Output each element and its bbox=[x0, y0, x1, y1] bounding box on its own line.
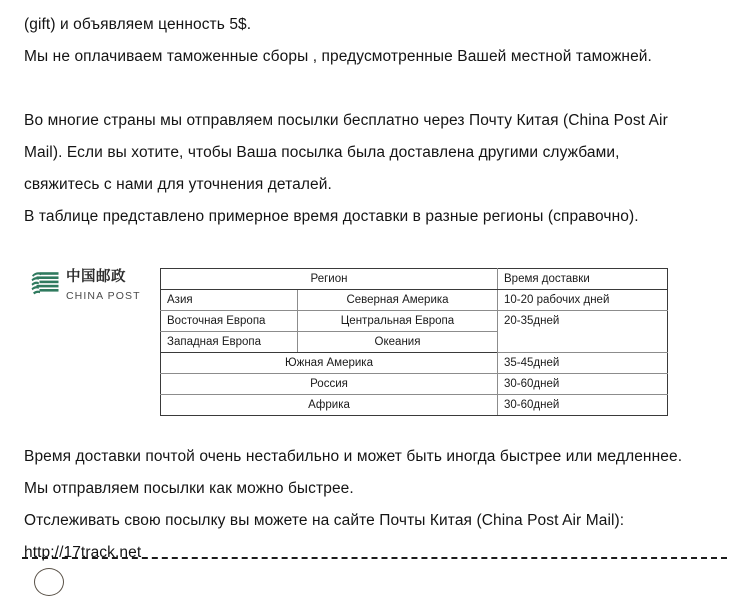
cell-delivery-time: 20-35дней bbox=[498, 311, 668, 353]
cell-delivery-time: 30-60дней bbox=[498, 374, 668, 395]
table-row bbox=[161, 311, 668, 332]
cell-delivery-time: 30-60дней bbox=[498, 395, 668, 416]
table-row bbox=[161, 290, 668, 311]
cell-region-a: Восточная Европа bbox=[161, 311, 298, 332]
china-post-logo bbox=[30, 268, 152, 302]
paragraph-free-shipping: Во многие страны мы отправляем посылки бесплатно через Почту Китая (China Post Air Mail). Если вы хотите, чтобы Ваша посылка была доставлена другими службами, свяжитесь с нами для уточнения деталей. bbox=[24, 111, 668, 193]
paragraph-delivery-variability: Время доставки почтой очень нестабильно и может быть иногда быстрее или медленнее. Мы отправляем посылки как можно быстрее. bbox=[24, 447, 683, 497]
paragraph-customs-fees: Мы не оплачиваем таможенные сборы , предусмотренные Вашей местной таможней. bbox=[24, 47, 652, 65]
cell-region-a: Азия bbox=[161, 290, 298, 311]
paragraph-gift-value: (gift) и объявляем ценность 5$. bbox=[24, 15, 252, 33]
paragraph-tracking-info: Отслеживать свою посылку вы можете на сайте Почты Китая (China Post Air Mail): http://17track.net bbox=[24, 511, 625, 561]
china-post-wordmark bbox=[66, 268, 152, 304]
cell-region-b: Океания bbox=[298, 332, 498, 353]
china-post-english-name: CHINA POST bbox=[66, 290, 141, 302]
section-divider bbox=[22, 557, 727, 559]
cell-delivery-time: 10-20 рабочих дней bbox=[498, 290, 668, 311]
cell-region-a: Западная Европа bbox=[161, 332, 298, 353]
table-header-region: Регион bbox=[161, 269, 498, 290]
cell-region-merged: Россия bbox=[161, 374, 498, 395]
table-row bbox=[161, 374, 668, 395]
table-header-row bbox=[161, 269, 668, 290]
cell-region-b: Центральная Европа bbox=[298, 311, 498, 332]
cell-region-merged: Африка bbox=[161, 395, 498, 416]
table-row bbox=[161, 395, 668, 416]
cell-delivery-time: 35-45дней bbox=[498, 353, 668, 374]
china-post-mark-icon bbox=[30, 270, 62, 296]
table-row bbox=[161, 353, 668, 374]
delivery-time-table bbox=[160, 268, 668, 416]
china-post-chinese-name: 中国邮政 bbox=[66, 269, 126, 285]
paragraph-table-intro: В таблице представлено примерное время доставки в разные регионы (справочно). bbox=[24, 207, 639, 225]
cell-region-b: Северная Америка bbox=[298, 290, 498, 311]
table-header-delivery-time: Время доставки bbox=[498, 269, 668, 290]
cut-off-circle-shape bbox=[34, 568, 64, 596]
cell-region-merged: Южная Америка bbox=[161, 353, 498, 374]
